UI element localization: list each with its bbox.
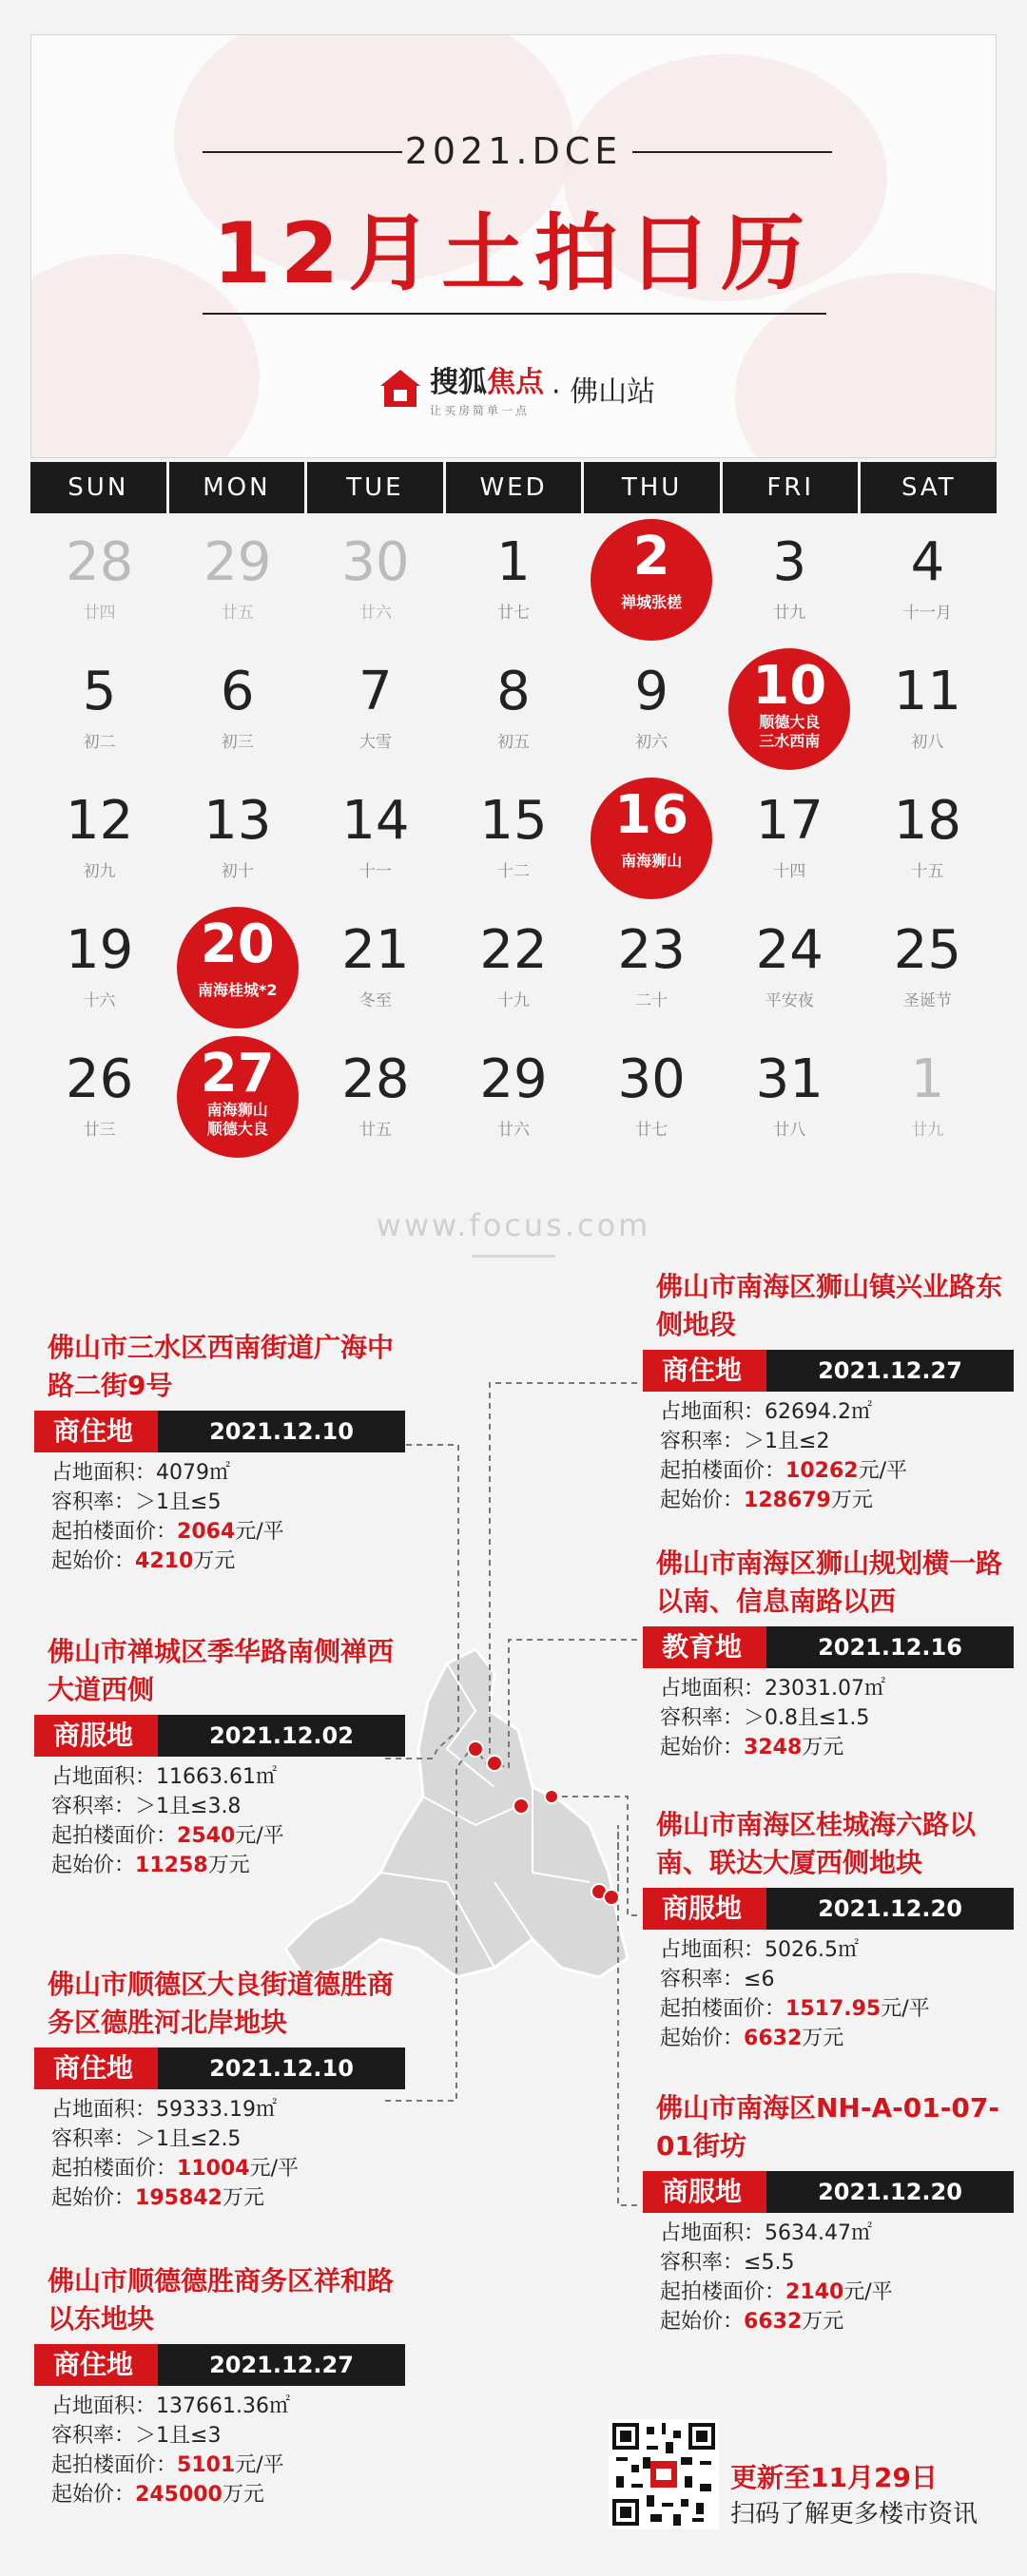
calendar-week [30, 772, 997, 901]
lunar-date: 十四 [773, 862, 806, 881]
lunar-date: 廿四 [83, 604, 116, 623]
day-number: 31 [755, 1048, 824, 1110]
header-subtitle: 2021.DCE [404, 130, 623, 172]
calendar-day [30, 772, 168, 901]
land-type-badge: 商服地 [643, 1888, 766, 1930]
calendar-day [306, 643, 444, 772]
start-price-row: 起始价：245000万元 [51, 2483, 264, 2507]
lunar-date: 十一 [358, 862, 392, 881]
parcel-info [34, 2392, 405, 2509]
floor-price-value: 5101 [177, 2453, 236, 2477]
parcel-marker [604, 1890, 619, 1905]
start-price-row: 起始价：6632万元 [660, 2310, 844, 2334]
area-row: 占地面积：59333.19㎡ [51, 2098, 277, 2122]
area-row: 占地面积：62694.2㎡ [660, 1400, 872, 1424]
parcel-tag-bar [34, 2344, 405, 2386]
parcel-tag-bar [643, 2171, 1014, 2213]
calendar-day [583, 1030, 721, 1160]
day-number: 25 [893, 919, 962, 981]
far-value: ＞1且≤5 [135, 1490, 222, 1514]
area-value: 59333.19㎡ [156, 2098, 277, 2122]
area-value: 62694.2㎡ [765, 1400, 872, 1424]
calendar-week [30, 513, 997, 643]
calendar-day [30, 1030, 168, 1160]
far-row: 容积率：＞1且≤3 [51, 2424, 222, 2448]
floor-price-row: 起拍楼面价：2140元/平 [660, 2280, 893, 2304]
area-row: 占地面积：11663.61㎡ [51, 1765, 277, 1789]
parcel-card [34, 1329, 405, 1576]
auction-date: 2021.12.27 [766, 1350, 1014, 1392]
calendar-day [444, 772, 582, 901]
parcel-info [643, 1935, 1014, 2053]
day-number: 19 [65, 919, 134, 981]
parcel-marker [487, 1756, 502, 1771]
day-number: 20 [200, 913, 275, 975]
day-number: 17 [755, 790, 824, 852]
day-number: 22 [479, 919, 548, 981]
calendar-day [721, 772, 859, 901]
auction-date: 2021.12.10 [158, 2047, 405, 2089]
calendar-day [306, 901, 444, 1030]
calendar-day [30, 513, 168, 643]
weekday-label: WED [446, 462, 585, 513]
start-price-value: 195842 [135, 2186, 223, 2210]
calendar-day [306, 513, 444, 643]
divider [203, 313, 826, 315]
far-value: ＞1且≤2.5 [135, 2127, 242, 2151]
land-type-badge: 商住地 [34, 1411, 158, 1452]
parcel-marker [514, 1798, 529, 1814]
parcel-marker [468, 1741, 483, 1757]
parcel-title: 佛山市禅城区季华路南侧禅西大道西侧 [48, 1636, 395, 1705]
day-number: 1 [496, 531, 531, 593]
day-number: 7 [358, 661, 393, 722]
auction-date: 2021.12.20 [766, 2171, 1014, 2213]
day-number: 13 [203, 790, 272, 852]
start-price-value: 6632 [744, 2310, 803, 2334]
land-type-badge: 教育地 [643, 1626, 766, 1668]
scan-prompt: 扫码了解更多楼市资讯 [730, 2500, 979, 2528]
header-banner [30, 34, 997, 458]
day-number: 28 [65, 531, 134, 593]
parcel-card [34, 2262, 405, 2509]
brand-name: 搜狐焦点 [430, 366, 544, 399]
floor-price-row: 起拍楼面价：2064元/平 [51, 1520, 284, 1544]
day-number: 11 [893, 661, 962, 722]
day-number: 4 [910, 531, 945, 593]
weekday-label: FRI [723, 462, 862, 513]
floor-price-row: 起拍楼面价：1517.95元/平 [660, 1997, 930, 2021]
parcel-info [643, 2219, 1014, 2336]
far-row: 容积率：≤5.5 [660, 2251, 795, 2275]
floor-price-value: 2064 [177, 1520, 236, 1544]
parcel-card [34, 1966, 405, 2213]
parcel-title: 佛山市南海区桂城海六路以南、联达大厦西侧地块 [656, 1809, 977, 1878]
lunar-date: 廿七 [635, 1121, 669, 1140]
floor-price-row: 起拍楼面价：2540元/平 [51, 1824, 284, 1848]
start-price-row: 起始价：3248万元 [660, 1736, 844, 1759]
calendar-weeks [30, 513, 997, 1160]
calendar-day [721, 513, 859, 643]
far-row: 容积率：＞1且≤2 [660, 1430, 830, 1453]
lunar-date: 十一月 [902, 604, 952, 623]
auction-district: 南海狮山 顺德大良 [206, 1101, 268, 1138]
auction-date: 2021.12.10 [158, 1411, 405, 1452]
calendar-day-auction [583, 772, 721, 901]
calendar-day [583, 643, 721, 772]
calendar-day-auction [168, 901, 306, 1030]
day-number: 12 [65, 790, 134, 852]
lunar-date: 初九 [83, 862, 116, 881]
lunar-date: 廿九 [911, 1121, 944, 1140]
parcel-info [34, 1762, 405, 1880]
lunar-date: 初二 [83, 733, 116, 752]
day-number: 18 [893, 790, 962, 852]
parcel-card [643, 1806, 1014, 2053]
parcel-tag-bar [643, 1350, 1014, 1392]
auction-date: 2021.12.16 [766, 1626, 1014, 1668]
lunar-date: 廿五 [358, 1121, 392, 1140]
lunar-date: 十六 [83, 991, 116, 1010]
area-row: 占地面积：23031.07㎡ [660, 1677, 885, 1701]
lunar-date: 廿六 [358, 604, 392, 623]
calendar [30, 462, 997, 1160]
lunar-date: 廿六 [496, 1121, 530, 1140]
lunar-date: 廿八 [773, 1121, 806, 1140]
day-number: 10 [752, 655, 827, 717]
start-price-value: 3248 [744, 1736, 803, 1759]
floor-price-value: 2540 [177, 1824, 236, 1848]
parcel-tag-bar [34, 2047, 405, 2089]
weekday-label: MON [169, 462, 308, 513]
weekday-label: THU [584, 462, 723, 513]
brand-logo [378, 358, 655, 418]
far-value: ＞1且≤3.8 [135, 1795, 242, 1818]
calendar-day [859, 772, 997, 901]
calendar-day [168, 643, 306, 772]
day-number: 6 [220, 661, 255, 722]
parcel-card [34, 1633, 405, 1880]
day-number: 8 [496, 661, 531, 722]
far-row: 容积率：≤6 [660, 1968, 775, 1991]
floor-price-row: 起拍楼面价：10262元/平 [660, 1459, 907, 1483]
calendar-day-auction [168, 1030, 306, 1160]
lunar-date: 初六 [635, 733, 669, 752]
weekday-label: SUN [30, 462, 169, 513]
auction-district: 南海狮山 [621, 852, 683, 870]
parcel-tag-bar [34, 1411, 405, 1452]
start-price-value: 11258 [135, 1854, 208, 1877]
calendar-day [859, 513, 997, 643]
far-value: ≤5.5 [744, 2251, 795, 2275]
day-number: 29 [203, 531, 272, 593]
area-value: 5026.5㎡ [765, 1938, 859, 1962]
floor-price-value: 10262 [785, 1459, 859, 1483]
start-price-row: 起始价：128679万元 [660, 1489, 873, 1512]
lunar-date: 初八 [911, 733, 944, 752]
lunar-date: 廿三 [83, 1121, 116, 1140]
parcel-title: 佛山市南海区狮山规划横一路以南、信息南路以西 [656, 1548, 1003, 1617]
lunar-date: 大雪 [358, 733, 392, 752]
auction-district: 禅城张槎 [621, 593, 683, 611]
floor-price-value: 2140 [785, 2280, 844, 2304]
area-row: 占地面积：5634.47㎡ [660, 2221, 872, 2245]
parcel-title: 佛山市三水区西南街道广海中路二街9号 [48, 1332, 395, 1401]
day-number: 26 [65, 1048, 134, 1110]
calendar-day [444, 643, 582, 772]
brand-slogan: 让买房简单一点 [430, 404, 531, 417]
calendar-day [168, 513, 306, 643]
area-row: 占地面积：5026.5㎡ [660, 1938, 859, 1962]
calendar-day [444, 901, 582, 1030]
calendar-day [859, 901, 997, 1030]
house-logo-icon [378, 367, 422, 411]
lunar-date: 十九 [496, 991, 530, 1010]
start-price-row: 起始价：11258万元 [51, 1854, 250, 1877]
auction-district: 南海桂城*2 [197, 981, 278, 999]
start-price-row: 起始价：6632万元 [660, 2027, 844, 2050]
calendar-day [168, 772, 306, 901]
auction-date: 2021.12.02 [158, 1715, 405, 1757]
day-number: 5 [82, 661, 117, 722]
area-row: 占地面积：137661.36㎡ [51, 2394, 290, 2418]
far-row: 容积率：＞1且≤2.5 [51, 2127, 242, 2151]
area-value: 11663.61㎡ [156, 1765, 277, 1789]
start-price-row: 起始价：4210万元 [51, 1549, 236, 1573]
lunar-date: 初十 [221, 862, 254, 881]
day-number: 29 [479, 1048, 548, 1110]
parcel-info [643, 1397, 1014, 1515]
day-number: 28 [341, 1048, 410, 1110]
area-row: 占地面积：4079㎡ [51, 1461, 231, 1485]
day-number: 24 [755, 919, 824, 981]
far-value: ＞0.8且≤1.5 [744, 1706, 870, 1730]
parcel-card [643, 2089, 1014, 2336]
parcel-title: 佛山市南海区狮山镇兴业路东侧地段 [656, 1271, 1003, 1340]
day-number: 30 [617, 1048, 686, 1110]
lunar-date: 平安夜 [765, 991, 814, 1010]
lunar-date: 二十 [635, 991, 669, 1010]
calendar-day [306, 772, 444, 901]
day-number: 16 [614, 784, 689, 846]
lunar-date: 十五 [911, 862, 944, 881]
calendar-day [30, 901, 168, 1030]
calendar-day [444, 513, 582, 643]
day-number: 9 [634, 661, 669, 722]
parcel-tag-bar [643, 1888, 1014, 1930]
parcel-info [34, 2095, 405, 2213]
day-number: 3 [772, 531, 807, 593]
start-price-value: 4210 [135, 1549, 194, 1573]
qr-code-icon [609, 2419, 719, 2529]
parcel-title: 佛山市南海区NH-A-01-07-01街坊 [656, 2092, 999, 2162]
area-value: 23031.07㎡ [765, 1677, 885, 1701]
floor-price-row: 起拍楼面价：5101元/平 [51, 2453, 284, 2477]
calendar-day [30, 643, 168, 772]
day-number: 23 [617, 919, 686, 981]
lunar-date: 十二 [496, 862, 530, 881]
lunar-date: 初五 [496, 733, 530, 752]
calendar-week [30, 643, 997, 772]
lunar-date: 初三 [221, 733, 254, 752]
calendar-day [859, 643, 997, 772]
start-price-value: 6632 [744, 2027, 803, 2050]
page-title: 12月土拍日历 [212, 204, 815, 302]
brand-station: · 佛山站 [552, 375, 656, 409]
area-value: 4079㎡ [156, 1461, 231, 1485]
day-number: 27 [200, 1043, 275, 1105]
land-type-badge: 商住地 [643, 1350, 766, 1392]
far-value: ≤6 [744, 1968, 775, 1991]
parcel-info [643, 1674, 1014, 1762]
calendar-day [444, 1030, 582, 1160]
auction-date: 2021.12.27 [158, 2344, 405, 2386]
lunar-date: 圣诞节 [902, 991, 952, 1010]
parcel-card [643, 1545, 1014, 1762]
day-number: 21 [341, 919, 410, 981]
calendar-day [859, 1030, 997, 1160]
calendar-day-auction [583, 513, 721, 643]
land-type-badge: 商服地 [34, 1715, 158, 1757]
far-value: ＞1且≤2 [744, 1430, 830, 1453]
calendar-day [583, 901, 721, 1030]
start-price-value: 128679 [744, 1489, 831, 1512]
start-price-value: 245000 [135, 2483, 223, 2507]
weekday-label: TUE [307, 462, 446, 513]
day-number: 15 [479, 790, 548, 852]
far-row: 容积率：＞0.8且≤1.5 [660, 1706, 870, 1730]
weekday-header [30, 462, 997, 513]
update-note: 更新至11月29日 [730, 2462, 938, 2493]
auction-date: 2021.12.20 [766, 1888, 1014, 1930]
parcel-tag-bar [34, 1715, 405, 1757]
floor-price-row: 起拍楼面价：11004元/平 [51, 2157, 299, 2181]
land-type-badge: 商住地 [34, 2344, 158, 2386]
far-row: 容积率：＞1且≤5 [51, 1490, 222, 1514]
far-value: ＞1且≤3 [135, 2424, 222, 2448]
day-number: 30 [341, 531, 410, 593]
lunar-date: 廿九 [773, 604, 806, 623]
floor-price-value: 1517.95 [785, 1997, 882, 2021]
area-value: 5634.47㎡ [765, 2221, 872, 2245]
calendar-week [30, 1030, 997, 1160]
parcel-title: 佛山市顺德德胜商务区祥和路以东地块 [48, 2265, 395, 2335]
lunar-date: 廿七 [496, 604, 530, 623]
far-row: 容积率：＞1且≤3.8 [51, 1795, 242, 1818]
area-value: 137661.36㎡ [156, 2394, 290, 2418]
calendar-day-auction [721, 643, 859, 772]
calendar-week [30, 901, 997, 1030]
parcel-info [34, 1458, 405, 1576]
lunar-date: 廿五 [221, 604, 254, 623]
website-watermark: www.focus.com [376, 1207, 651, 1243]
calendar-day [721, 901, 859, 1030]
day-number: 1 [910, 1048, 945, 1110]
day-number: 14 [341, 790, 410, 852]
day-number: 2 [632, 526, 670, 587]
calendar-day [306, 1030, 444, 1160]
weekday-label: SAT [901, 473, 957, 502]
start-price-row: 起始价：195842万元 [51, 2186, 264, 2210]
lunar-date: 冬至 [358, 991, 392, 1010]
land-type-badge: 商服地 [643, 2171, 766, 2213]
qr-code[interactable] [609, 2419, 719, 2529]
parcel-card [643, 1268, 1014, 1515]
parcel-tag-bar [643, 1626, 1014, 1668]
auction-district: 顺德大良 三水西南 [759, 713, 821, 750]
land-type-badge: 商住地 [34, 2047, 158, 2089]
parcel-marker [545, 1790, 558, 1803]
calendar-day [721, 1030, 859, 1160]
parcel-title: 佛山市顺德区大良街道德胜商务区德胜河北岸地块 [48, 1969, 395, 2038]
floor-price-value: 11004 [177, 2157, 250, 2181]
